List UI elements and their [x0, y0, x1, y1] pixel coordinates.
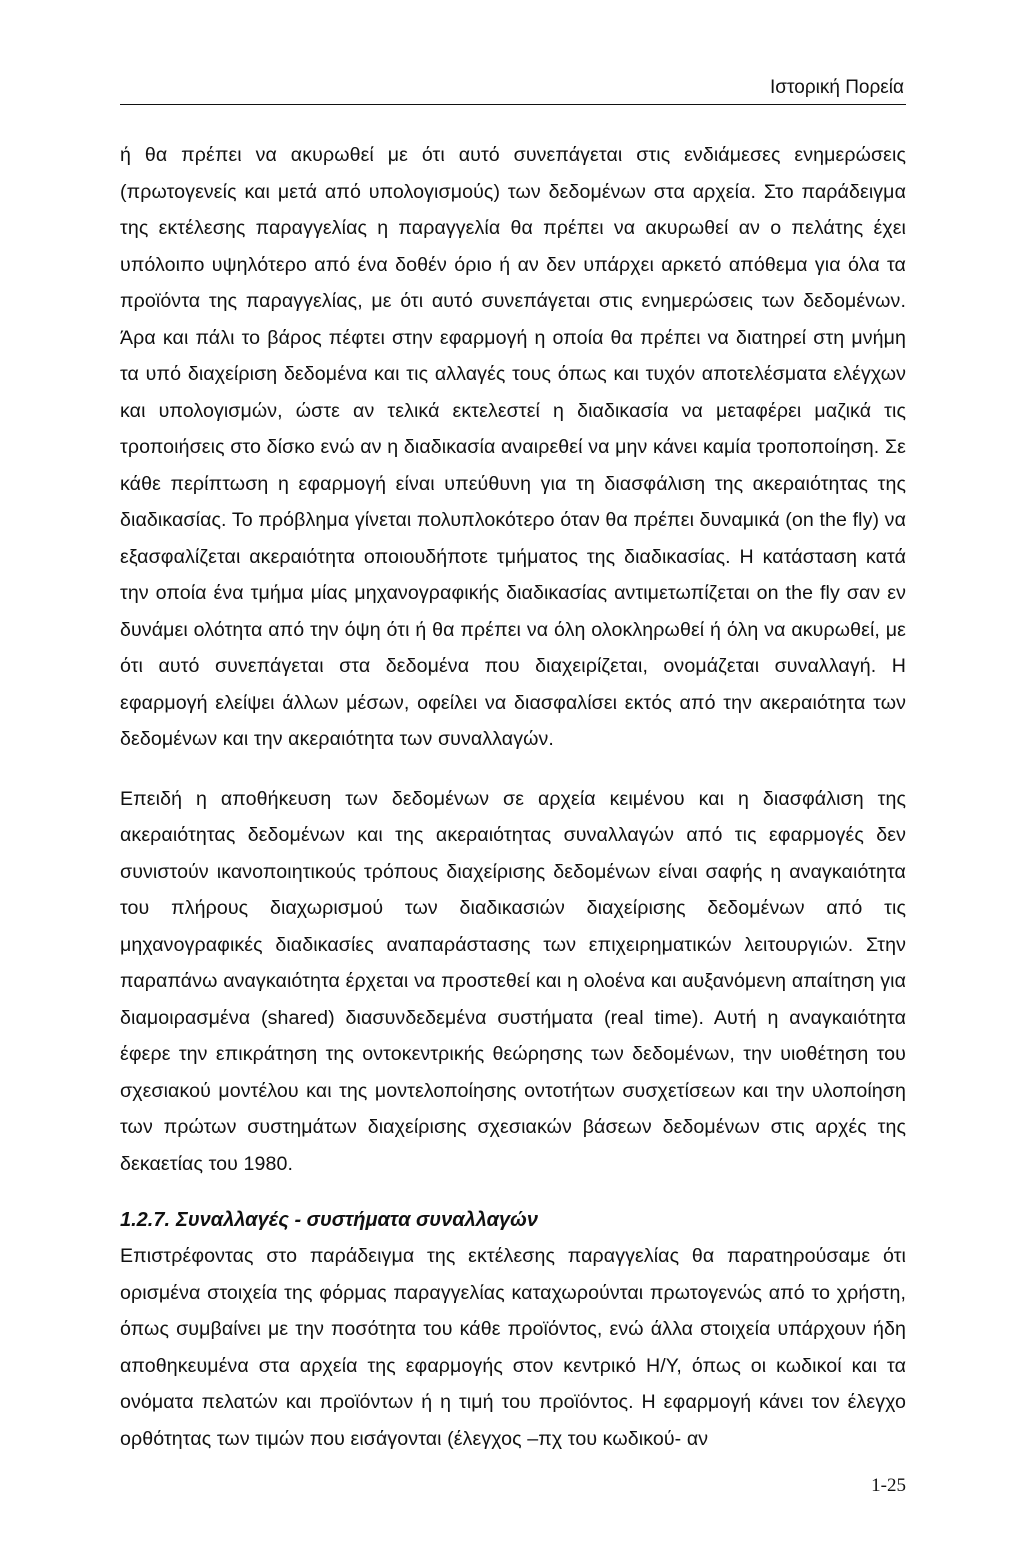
section-paragraph: Επιστρέφοντας στο παράδειγμα της εκτέλεσης παραγγελίας θα παρατηρούσαμε ότι ορισμένα στοιχεία της φόρμας παραγγελίας καταχωρούνται πρωτογενώς από το χρήστη, όπως συμβαίνει με την ποσότητα του κάθε προϊόντος, ενώ άλλα στοιχεία υπάρχουν ήδη αποθηκευμένα στα αρχεία της εφαρμογής στον κεντρικό Η/Υ, όπως οι κωδικοί και τα ονόματα πελατών και προϊόντων ή η τιμή του προϊόντος. Η εφαρμογή κάνει τον έλεγχο ορθότητας των τιμών που εισάγονται (έλεγχος –πχ του κωδικού- αν [120, 1245, 906, 1450]
running-header-title: Ιστορική Πορεία [770, 77, 904, 98]
running-header [120, 76, 906, 105]
page-number: 1-25 [871, 1475, 906, 1496]
body-paragraph-1: ή θα πρέπει να ακυρωθεί με ότι αυτό συνεπάγεται στις ενδιάμεσες ενημερώσεις (πρωτογενείς και μετά από υπολογισμούς) των δεδομένων στα αρχεία. Στο παράδειγμα της εκτέλεσης παραγγελίας η παραγγελία θα πρέπει να ακυρωθεί αν ο πελάτης έχει υπόλοιπο υψηλότερο από ένα δοθέν όριο ή αν δεν υπάρχει αρκετό απόθεμα για όλα τα προϊόντα της παραγγελίας, με ότι αυτό συνεπάγεται στις ενημερώσεις των δεδομένων. Άρα και πάλι το βάρος πέφτει στην εφαρμογή η οποία θα πρέπει να διατηρεί στη μνήμη τα υπό διαχείριση δεδομένα και τις αλλαγές τους όπως και τυχόν αποτελέσματα ελέγχων και υπολογισμών, ώστε αν τελικά εκτελεστεί η διαδικασία να μεταφέρει μαζικά τις τροποιήσεις στο δίσκο ενώ αν η διαδικασία αναιρεθεί να μην κάνει καμία τροποποίηση. Σε κάθε περίπτωση η εφαρμογή είναι υπεύθυνη για τη διασφάλιση της ακεραιότητας της διαδικασίας. Το πρόβλημα γίνεται πολυπλοκότερο όταν θα πρέπει δυναμικά (on the fly) να εξασφαλίζεται ακεραιότητα οποιουδήποτε τμήματος της διαδικασίας. Η κατάσταση κατά την οποία ένα τμήμα μίας μηχανογραφικής διαδικασίας αντιμετωπίζεται on the fly σαν εν δυνάμει ολότητα από την όψη ότι ή θα πρέπει να όλη ολοκληρωθεί ή όλη να ακυρωθεί, με ότι αυτό συνεπάγεται στα δεδομένα που διαχειρίζεται, ονομάζεται συναλλαγή. Η εφαρμογή ελείψει άλλων μέσων, οφείλει να διασφαλίσει εκτός από την ακεραιότητα των δεδομένων και την ακεραιότητα των συναλλαγών. [120, 144, 906, 750]
page-content [120, 137, 906, 1457]
section-heading [120, 1202, 906, 1238]
section-number: 1.2.7. [120, 1209, 171, 1231]
body-paragraph-2: Επειδή η αποθήκευση των δεδομένων σε αρχεία κειμένου και η διασφάλιση της ακεραιότητας δεδομένων και της ακεραιότητας συναλλαγών από τις εφαρμογές δεν συνιστούν ικανοποιητικούς τρόπους διαχείρισης δεδομένων είναι σαφής η αναγκαιότητα του πλήρους διαχωρισμού των διαδικασιών διαχείρισης δεδομένων από τις μηχανογραφικές διαδικασίες αναπαράστασης των επιχειρηματικών λειτουργιών. Στην παραπάνω αναγκαιότητα έρχεται να προστεθεί και η ολοένα και αυξανόμενη απαίτηση για διαμοιρασμένα (shared) διασυνδεδεμένα συστήματα (real time). Αυτή η αναγκαιότητα έφερε την επικράτηση της οντοκεντρικής θεώρησης των δεδομένων, την υιοθέτηση του σχεσιακού μοντέλου και της μοντελοποίησης οντοτήτων συσχετίσεων και την υλοποίηση των πρώτων συστημάτων διαχείρισης σχεσιακών βάσεων δεδομένων στις αρχές της δεκαετίας του 1980. [120, 787, 906, 1175]
section-title: Συναλλαγές - συστήματα συναλλαγών [176, 1209, 538, 1231]
